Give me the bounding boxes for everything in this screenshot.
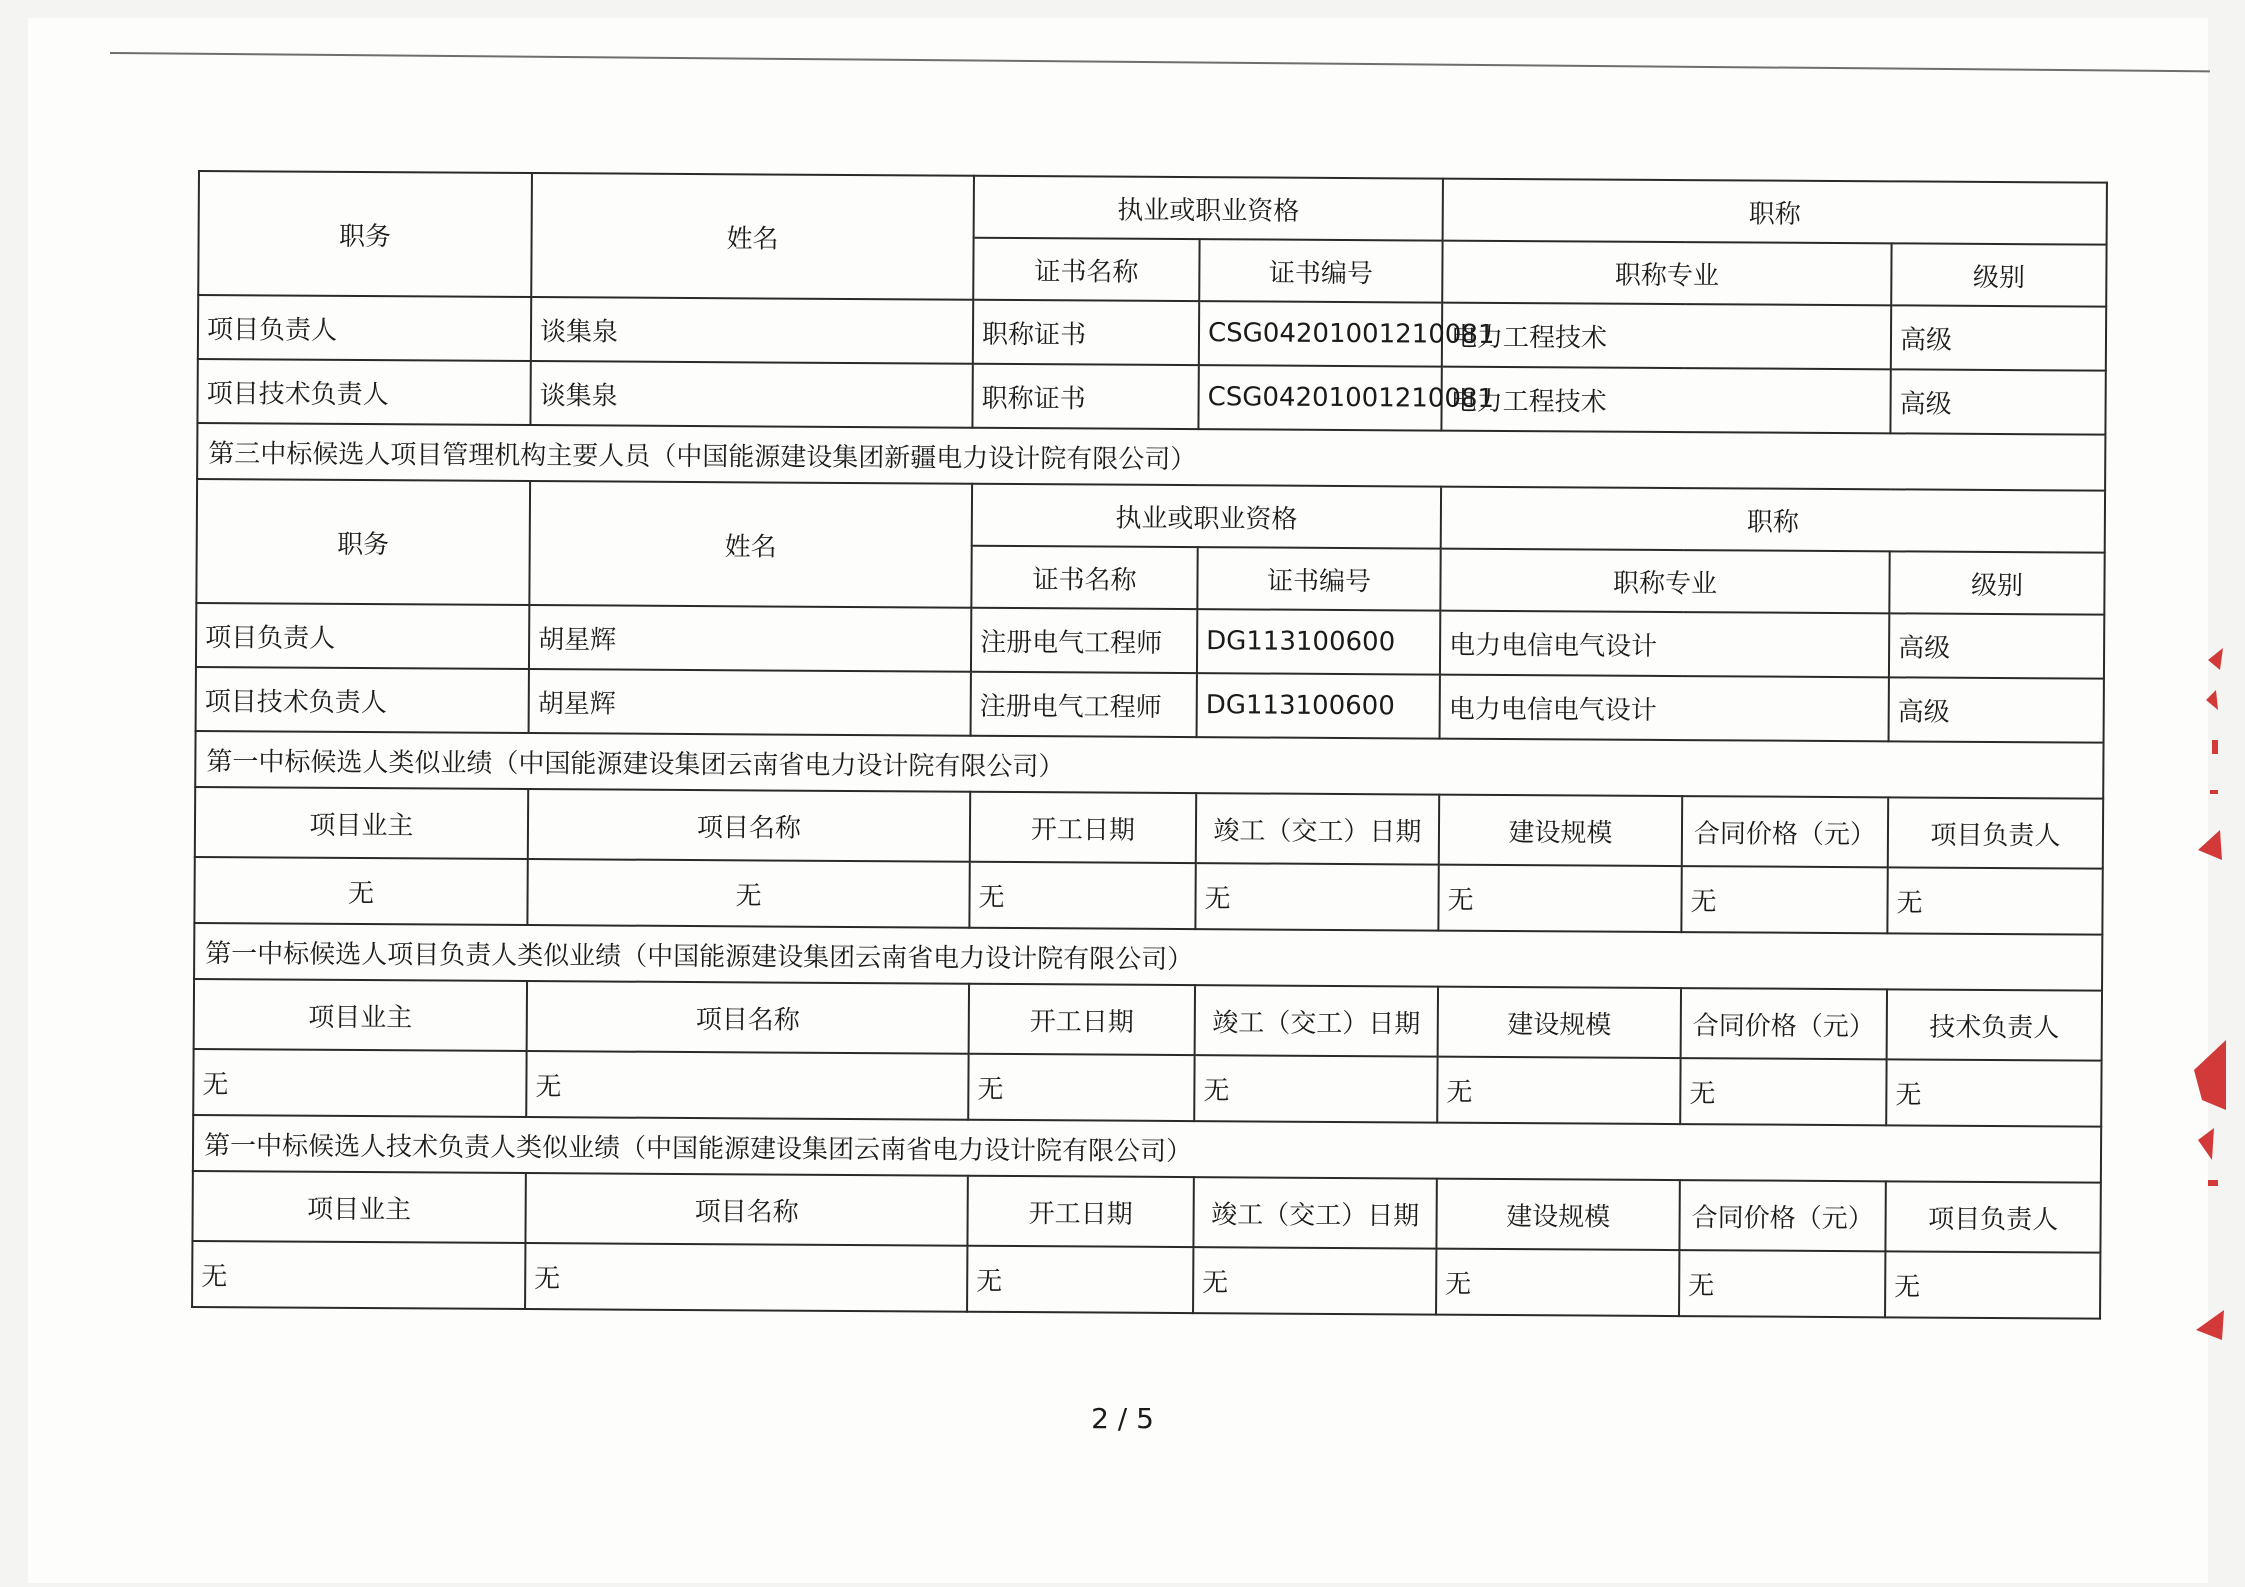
header-title: 职称 <box>1443 179 2107 245</box>
cell-name: 谈集泉 <box>531 297 973 364</box>
cell-level: 高级 <box>1891 305 2106 370</box>
cell-end-date: 无 <box>1194 1055 1437 1122</box>
header-start-date: 开工日期 <box>970 792 1196 863</box>
cell-tech-manager: 无 <box>1886 1059 2101 1126</box>
cell-major: 电力工程技术 <box>1442 303 1891 370</box>
cell-end-date: 无 <box>1193 1247 1436 1314</box>
header-title-major: 职称专业 <box>1440 549 1889 614</box>
header-project-name: 项目名称 <box>528 789 970 862</box>
header-name: 姓名 <box>531 173 974 300</box>
header-position: 职务 <box>198 171 532 297</box>
cell-position: 项目技术负责人 <box>196 667 529 733</box>
seal-stamp-fragment <box>2168 640 2228 1400</box>
header-cert-no: 证书编号 <box>1197 547 1440 610</box>
cell-scale: 无 <box>1437 1057 1680 1124</box>
header-cert-name: 证书名称 <box>971 546 1197 609</box>
header-owner: 项目业主 <box>194 979 527 1051</box>
header-position: 职务 <box>196 479 530 605</box>
header-name: 姓名 <box>529 481 972 608</box>
cell-end-date: 无 <box>1195 863 1438 930</box>
header-start-date: 开工日期 <box>969 984 1195 1055</box>
cell-level: 高级 <box>1890 369 2105 434</box>
cell-position: 项目技术负责人 <box>197 359 530 425</box>
cell-project-name: 无 <box>527 859 969 928</box>
cell-position: 项目负责人 <box>198 295 531 361</box>
header-title: 职称 <box>1441 487 2105 553</box>
bid-result-table <box>191 170 2108 1320</box>
seal-marks <box>2194 648 2226 1340</box>
cell-manager: 无 <box>1887 867 2102 934</box>
header-owner: 项目业主 <box>192 1171 525 1243</box>
header-end-date: 竣工（交工）日期 <box>1193 1177 1436 1248</box>
header-project-name: 项目名称 <box>527 981 969 1054</box>
cell-start-date: 无 <box>968 1054 1194 1121</box>
table-row <box>198 295 2106 371</box>
cell-owner: 无 <box>194 857 527 925</box>
header-title-level: 级别 <box>1891 243 2106 306</box>
cell-cert-name: 职称证书 <box>972 364 1198 429</box>
cell-cert-name: 注册电气工程师 <box>971 608 1197 673</box>
cell-cert-name: 注册电气工程师 <box>971 672 1197 737</box>
table-row <box>194 857 2102 935</box>
header-price: 合同价格（元） <box>1682 796 1888 867</box>
cell-cert-no: DG113100600 <box>1197 673 1440 738</box>
cell-cert-no: DG113100600 <box>1197 609 1440 674</box>
cell-owner: 无 <box>192 1241 525 1309</box>
cell-cert-no: CSG04201001210081 <box>1199 301 1442 366</box>
section-title-tech-manager-performance: 第一中标候选人技术负责人类似业绩（中国能源建设集团云南省电力设计院有限公司） <box>193 1115 2101 1183</box>
section-title-first-candidate-performance: 第一中标候选人类似业绩（中国能源建设集团云南省电力设计院有限公司） <box>195 731 2103 799</box>
table-row <box>196 667 2104 743</box>
table-row <box>193 1049 2101 1127</box>
cell-cert-no: CSG04201001210081 <box>1198 365 1441 430</box>
section-title-project-manager-performance: 第一中标候选人项目负责人类似业绩（中国能源建设集团云南省电力设计院有限公司） <box>194 923 2102 991</box>
header-price: 合同价格（元） <box>1681 988 1887 1059</box>
cell-price: 无 <box>1681 866 1887 933</box>
header-scale: 建设规模 <box>1439 795 1682 866</box>
cell-name: 胡星辉 <box>529 669 971 736</box>
section-title-third-candidate: 第三中标候选人项目管理机构主要人员（中国能源建设集团新疆电力设计院有限公司） <box>197 423 2105 491</box>
cell-price: 无 <box>1680 1058 1886 1125</box>
cell-level: 高级 <box>1889 613 2104 678</box>
cell-level: 高级 <box>1889 677 2104 742</box>
header-title-major: 职称专业 <box>1442 241 1891 306</box>
cell-scale: 无 <box>1436 1249 1679 1316</box>
cell-name: 胡星辉 <box>529 605 971 672</box>
cell-start-date: 无 <box>969 862 1195 929</box>
cell-price: 无 <box>1679 1250 1885 1317</box>
cell-position: 项目负责人 <box>196 603 529 669</box>
header-manager: 项目负责人 <box>1885 1181 2100 1252</box>
header-cert-name: 证书名称 <box>973 238 1199 301</box>
cell-start-date: 无 <box>967 1246 1193 1313</box>
header-scale: 建设规模 <box>1436 1179 1679 1250</box>
header-qualification: 执业或职业资格 <box>974 176 1443 241</box>
header-start-date: 开工日期 <box>967 1176 1193 1247</box>
header-end-date: 竣工（交工）日期 <box>1195 985 1438 1056</box>
cell-project-name: 无 <box>526 1051 968 1120</box>
cell-major: 电力电信电气设计 <box>1440 675 1889 742</box>
cell-major: 电力工程技术 <box>1441 367 1890 434</box>
header-project-name: 项目名称 <box>525 1173 967 1246</box>
cell-cert-name: 职称证书 <box>973 300 1199 365</box>
header-qualification: 执业或职业资格 <box>972 484 1441 549</box>
table-row <box>196 603 2104 679</box>
cell-scale: 无 <box>1438 865 1681 932</box>
cell-owner: 无 <box>193 1049 526 1117</box>
header-end-date: 竣工（交工）日期 <box>1196 793 1439 864</box>
header-tech-manager: 技术负责人 <box>1887 989 2102 1060</box>
header-scale: 建设规模 <box>1438 987 1681 1058</box>
cell-project-name: 无 <box>525 1243 967 1312</box>
table-row <box>197 359 2105 435</box>
header-cert-no: 证书编号 <box>1199 239 1442 302</box>
table-row <box>192 1241 2100 1319</box>
cell-manager: 无 <box>1885 1251 2100 1318</box>
cell-name: 谈集泉 <box>530 361 972 428</box>
header-price: 合同价格（元） <box>1679 1180 1885 1251</box>
page-number: 2 / 5 <box>1091 1402 1154 1435</box>
cell-major: 电力电信电气设计 <box>1440 611 1889 678</box>
header-owner: 项目业主 <box>195 787 528 859</box>
header-manager: 项目负责人 <box>1888 797 2103 868</box>
header-title-level: 级别 <box>1889 551 2104 614</box>
